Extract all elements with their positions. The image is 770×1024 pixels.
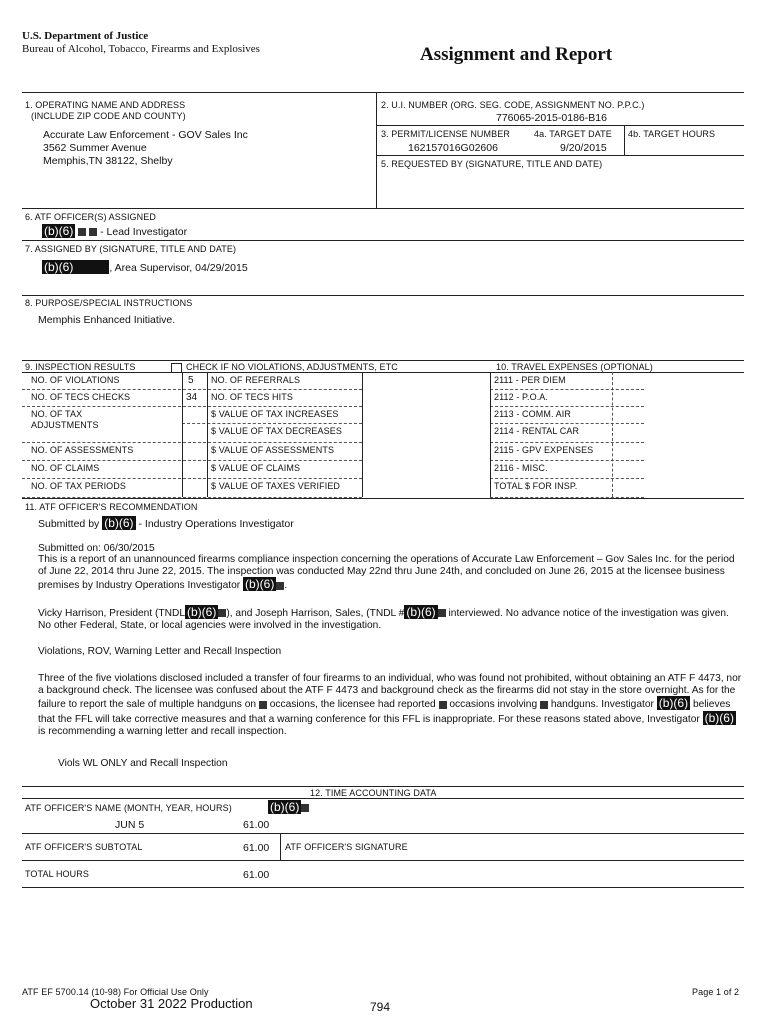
officer-assigned [42, 224, 187, 238]
inspection-row-count: 34 [186, 392, 198, 403]
section2-label: 2. U.I. NUMBER (ORG. SEG. CODE, ASSIGNMENT NO. P.P.C.) [381, 100, 645, 110]
section1-sublabel: (INCLUDE ZIP CODE AND COUNTY) [31, 111, 186, 121]
divider-s1 [376, 92, 377, 208]
operating-city: Memphis,TN 38122, Shelby [43, 155, 173, 167]
inspection-row-mid-label: $ VALUE OF TAXES VERIFIED [211, 481, 341, 491]
inspection-row-label: NO. OF TAX PERIODS [31, 481, 126, 491]
redaction-mark [78, 228, 86, 236]
redaction-box: (b)(6) [187, 605, 217, 619]
table-row-separator [22, 460, 362, 461]
paragraph-5: Viols WL ONLY and Recall Inspection [58, 758, 228, 769]
rule-s12-head [22, 798, 744, 799]
section9-label: 9. INSPECTION RESULTS [25, 362, 136, 372]
section1-label: 1. OPERATING NAME AND ADDRESS [25, 100, 186, 110]
operating-street: 3562 Summer Avenue [43, 142, 147, 154]
rule-s3 [376, 155, 744, 156]
inspection-row-label: NO. OF VIOLATIONS [31, 375, 120, 385]
paragraph-1: This is a report of an unannounced firearms compliance inspection concerning the operations of Accurate Law Enforcement – Gov Sales Inc. for the period of June 22, 2014 thru June 22, 2015. The inspection was conducted May 22nd thru June 24th, and concluded on June 26, 2015 at the licensee business premises by Industry Operations Investigator (b)(6) . [38, 554, 735, 592]
redaction-box: (b)(6) [44, 260, 74, 274]
section10-label: 10. TRAVEL EXPENSES (OPTIONAL) [496, 362, 653, 372]
section11-label: 11. ATF OFFICER'S RECOMMENDATION [25, 502, 198, 512]
target-date-label: 4a. TARGET DATE [534, 129, 612, 139]
rule-s2 [376, 125, 744, 126]
table-row-separator [22, 442, 362, 443]
officer-name-label: ATF OFFICER'S NAME (MONTH, YEAR, HOURS) [25, 803, 232, 813]
table-row-separator [490, 406, 644, 407]
section12-label: 12. TIME ACCOUNTING DATA [310, 788, 437, 798]
paragraph-2-text: ), and Joseph Harrison, Sales, (TNDL # [226, 608, 405, 619]
paragraph-2-text: Vicky Harrison, President (TNDL [38, 608, 186, 619]
total-hours-label: TOTAL HOURS [25, 869, 89, 879]
page-bates-number: 794 [370, 1000, 391, 1014]
inspection-row-label: NO. OF ASSESSMENTS [31, 445, 134, 455]
total-hours-value: 61.00 [243, 869, 270, 881]
check-no-violations-label: CHECK IF NO VIOLATIONS, ADJUSTMENTS, ETC [186, 362, 398, 372]
redaction-box: (b)(6) [658, 696, 689, 711]
submitted-by [38, 516, 294, 530]
table-row-separator [22, 406, 362, 407]
inspection-row-label: NO. OF CLAIMS [31, 463, 100, 473]
travel-expense-item: TOTAL $ FOR INSP. [494, 481, 578, 491]
divider-signature [280, 833, 281, 860]
paragraph-4-text: occasions, the licensee had reported [269, 699, 436, 711]
table-col-divider [207, 372, 208, 497]
inspection-row-mid-label: $ VALUE OF ASSESSMENTS [211, 445, 335, 455]
table-row-separator [490, 460, 644, 461]
travel-expense-item: 2111 - PER DIEM [494, 375, 566, 385]
time-month: JUN 5 [115, 819, 145, 831]
table-row-separator [22, 478, 362, 479]
paragraph-1-text: This is a report of an unannounced firearms compliance inspection concerning the operations of Accurate Law Enforcement – Gov Sales Inc. for the period of June 22, 2014 thru June 22, 2015. The inspection was conducted May 22nd thru June 24th, and concluded on June 26, 2015 at the licensee business premises by Industry Operations Investigator [38, 554, 735, 592]
travel-expense-item: 2115 - GPV EXPENSES [494, 445, 594, 455]
assigned-by [42, 260, 248, 274]
target-date: 9/20/2015 [560, 142, 607, 154]
paragraph-4-text: Three of the five violations disclosed included a transfer of four firearms to an individual, who was found not prohibited, without obtaining an ATF F 4473, nor a background check. The licensee was confused about the ATF F 4473 and background check as the firearms did not stay in the store overnight. As for the failure to report the sale of multiple handguns on [38, 673, 742, 711]
ui-number: 776065-2015-0186-B16 [496, 112, 607, 124]
inspection-row-label: NO. OF TAX ADJUSTMENTS [31, 409, 99, 430]
redaction-box: (b)(6) [270, 800, 300, 814]
redaction-box: (b)(6) [704, 710, 734, 725]
submitted-by-suffix: - Industry Operations Investigator [138, 518, 294, 530]
redaction-mark [276, 582, 284, 590]
operating-name: Accurate Law Enforcement - GOV Sales Inc [43, 129, 248, 141]
form-title: Assignment and Report [420, 44, 613, 65]
redaction-box: (b)(6) [245, 577, 275, 592]
section5-label: 5. REQUESTED BY (SIGNATURE, TITLE AND DATE) [381, 159, 603, 169]
redaction-mark [259, 701, 267, 709]
subtotal-label: ATF OFFICER'S SUBTOTAL [25, 842, 143, 852]
table-row-separator [490, 389, 644, 390]
officer-name-redaction [268, 800, 309, 814]
inspection-row-mid-label: NO. OF REFERRALS [211, 375, 301, 385]
rule-s12-b [22, 860, 744, 861]
table-col-divider [490, 372, 491, 497]
redaction-mark [301, 804, 309, 812]
travel-expense-item: 2113 - COMM. AIR [494, 409, 571, 419]
inspection-row-mid-label: $ VALUE OF CLAIMS [211, 463, 301, 473]
officer-role: - Lead Investigator [100, 226, 188, 238]
inspection-row-mid-label: $ VALUE OF TAX DECREASES [211, 426, 342, 436]
section3-label: 3. PERMIT/LICENSE NUMBER [381, 129, 510, 139]
table-row-separator [182, 423, 362, 424]
time-month-hours: 61.00 [243, 819, 270, 831]
table-row-separator [490, 478, 644, 479]
redaction-mark [89, 228, 97, 236]
section7-label: 7. ASSIGNED BY (SIGNATURE, TITLE AND DATE) [25, 244, 237, 254]
table-col-divider [182, 372, 183, 497]
rule-s6 [22, 240, 744, 241]
table-col-divider [612, 372, 613, 497]
travel-expense-item: 2114 - RENTAL CAR [494, 426, 580, 436]
table-row-separator [490, 442, 644, 443]
section6-label: 6. ATF OFFICER(S) ASSIGNED [25, 212, 156, 222]
production-stamp: October 31 2022 Production [90, 996, 253, 1011]
submitted-on: Submitted on: 06/30/2015 [38, 543, 155, 554]
table-row-separator [490, 423, 644, 424]
table-row-separator [22, 389, 362, 390]
agency-name: U.S. Department of Justice [22, 30, 149, 42]
redaction-mark [438, 609, 446, 617]
submitted-by-prefix: Submitted by [38, 518, 100, 530]
bureau-name: Bureau of Alcohol, Tobacco, Firearms and Explosives [22, 43, 260, 55]
paragraph-4-text: occasions involving [449, 699, 538, 711]
paragraph-2 [38, 606, 743, 632]
subtotal-value: 61.00 [243, 842, 270, 854]
redaction-mark [439, 701, 447, 709]
paragraph-4 [38, 673, 743, 738]
target-hours-label: 4b. TARGET HOURS [628, 129, 716, 139]
purpose-value: Memphis Enhanced Initiative. [38, 314, 176, 326]
page-indicator: Page 1 of 2 [692, 987, 740, 997]
paragraph-3: Violations, ROV, Warning Letter and Recall Inspection [38, 646, 282, 657]
table-bottom-rule [22, 498, 744, 499]
signature-label: ATF OFFICER'S SIGNATURE [285, 842, 408, 852]
paragraph-2-text: interviewed. No advance notice of the investigation was given. No other Federal, State, or local agencies were involved in the investigation. [38, 608, 729, 632]
redaction-box-extra [75, 260, 109, 274]
rule-s12-a [22, 833, 744, 834]
inspection-row-label: NO. OF TECS CHECKS [31, 392, 131, 402]
travel-expense-item: 2112 - P.O.A. [494, 392, 548, 402]
redaction-mark [540, 701, 548, 709]
permit-number: 162157016G02606 [408, 142, 498, 154]
rule-s11 [22, 786, 744, 787]
redaction-box: (b)(6) [44, 224, 74, 238]
rule-s7 [22, 295, 744, 296]
rule-s5 [22, 208, 744, 209]
redaction-box: (b)(6) [406, 605, 436, 619]
section8-label: 8. PURPOSE/SPECIAL INSTRUCTIONS [25, 298, 193, 308]
paragraph-4-text: handguns. Investigator [550, 699, 654, 711]
inspection-row-mid-label: NO. OF TECS HITS [211, 392, 293, 402]
divider-4b [624, 125, 625, 155]
redaction-box: (b)(6) [104, 516, 134, 530]
form-number: ATF EF 5700.14 (10-98) For Official Use Only [22, 987, 209, 997]
assigned-by-value: , Area Supervisor, 04/29/2015 [109, 262, 248, 274]
rule-s8 [22, 360, 744, 361]
table-col-divider [362, 372, 363, 497]
travel-expense-item: 2116 - MISC. [494, 463, 548, 473]
rule-s12-c [22, 887, 744, 888]
paragraph-4-text: believes that the FFL will take corrective measures and that a warning conference for this FFL is inappropriate. For these reasons stated above, Investigator [38, 699, 731, 725]
table-header-rule [22, 372, 744, 373]
paragraph-4-text: is recommending a warning letter and recall inspection. [38, 725, 287, 737]
top-rule [22, 92, 744, 93]
inspection-row-mid-label: $ VALUE OF TAX INCREASES [211, 409, 339, 419]
inspection-row-count: 5 [188, 375, 194, 386]
